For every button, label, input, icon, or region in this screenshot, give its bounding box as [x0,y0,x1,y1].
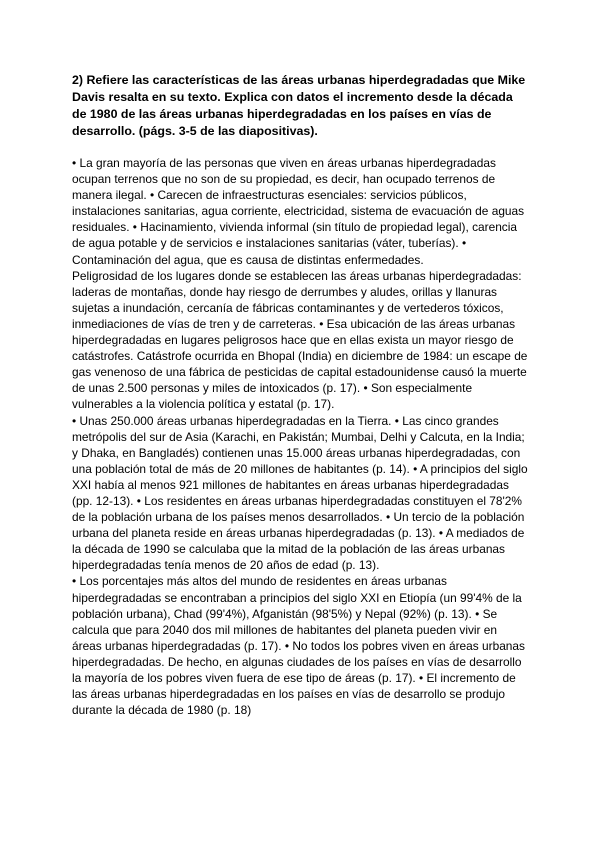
answer-body [72,155,530,718]
paragraph-dangerous-locations: Peligrosidad de los lugares donde se establecen las áreas urbanas hiperdegradadas: laderas de montañas, donde hay riesgo de derrumbes y aludes, orillas y llanuras sujetas a inundación, cercanía de fábricas contaminantes y de vertederos tóxicos, inmediaciones de vías de tren y de carreteras. • Esa ubicación de las áreas urbanas hiperdegradadas en lugares peligrosos hace que en ellas exista un mayor riesgo de catástrofes. Catástrofe ocurrida en Bhopal (India) en diciembre de 1984: un escape de gas venenoso de una fábrica de pesticidas de capital estadounidense causó la muerte de unas 2.500 personas y miles de intoxicados (p. 17). • Son especialmente vulnerables a la violencia política y estatal (p. 17). [72,268,528,412]
paragraph-population-data: • Unas 250.000 áreas urbanas hiperdegradadas en la Tierra. • Las cinco grandes metrópolis del sur de Asia (Karachi, en Pakistán; Mumbai, Delhi y Calcuta, en la India; y Dhaka, en Bangladés) contienen unas 15.000 áreas urbanas hiperdegradadas, con una población total de más de 20 millones de habitantes (p. 14). • A principios del siglo XXI había al menos 921 millones de habitantes en áreas urbanas hiperdegradadas (pp. 12-13). • Los residentes en áreas urbanas hiperdegradadas constituyen el 78'2% de la población urbana de los países menos desarrollados. • Un tercio de la población urbana del planeta reside en áreas urbanas hiperdegradadas (p. 13). • A mediados de la década de 1990 se calculaba que la mitad de la población de las áreas urbanas hiperdegradadas tenía menos de 20 años de edad (p. 13). [72,413,528,573]
paragraph-percentages-growth: • Los porcentajes más altos del mundo de residentes en áreas urbanas hiperdegradadas se encontraban a principios del siglo XXI en Etiopía (un 99'4% de la población urbana), Chad (99'4%), Afganistán (98'5%) y Nepal (92%) (p. 13). • Se calcula que para 2040 dos mil millones de habitantes del planeta pueden vivir en áreas urbanas hiperdegradadas (p. 17). • No todos los pobres viven en áreas urbanas hiperdegradadas. De hecho, en algunas ciudades de los países en vías de desarrollo la mayoría de los pobres viven fuera de ese tipo de áreas (p. 17). • El incremento de las áreas urbanas hiperdegradadas en los países en vías de desarrollo se produjo durante la década de 1980 (p. 18) [72,574,525,718]
paragraph-characteristics: • La gran mayoría de las personas que viven en áreas urbanas hiperdegradadas ocupan terrenos que no son de su propiedad, es decir, han ocupado terrenos de manera ilegal. • Carecen de infraestructuras esenciales: servicios públicos, instalaciones sanitarias, agua corriente, electricidad, sistema de evacuación de aguas residuales. • Hacinamiento, vivienda informal (sin título de propiedad legal), carencia de agua potable y de servicios e instalaciones sanitarias (váter, tuberías). • Contaminación del agua, que es causa de distintas enfermedades. [72,156,525,267]
question-heading: 2) Refiere las características de las áreas urbanas hiperdegradadas que Mike Davis resalta en su texto. Explica con datos el incremento desde la década de 1980 de las áreas urbanas hiperdegradadas en los países en vías de desarrollo. (págs. 3-5 de las diapositivas). [72,73,526,138]
